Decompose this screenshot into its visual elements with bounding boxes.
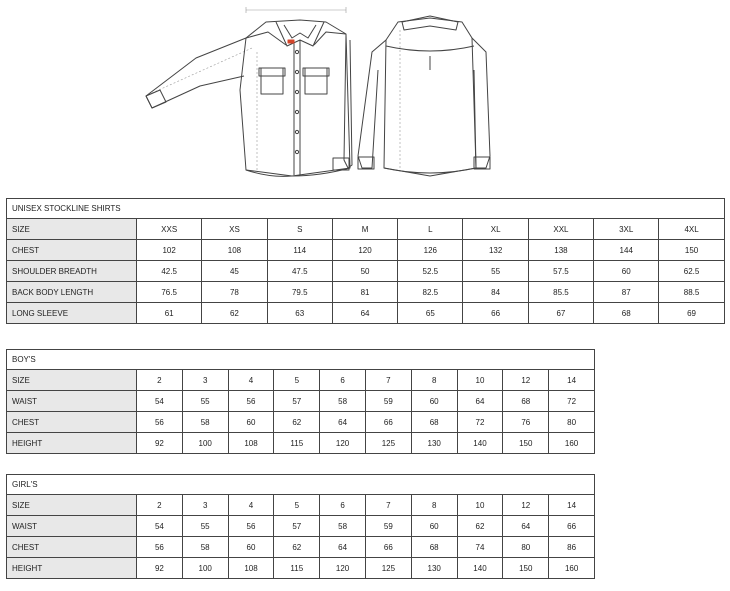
boys-size-table xyxy=(6,349,595,454)
table-cell: 52.5 xyxy=(398,261,463,282)
table-cell: 120 xyxy=(332,240,397,261)
table-row xyxy=(7,282,725,303)
table-cell: 65 xyxy=(398,303,463,324)
table-cell: 69 xyxy=(659,303,724,324)
size-header: XL xyxy=(463,219,528,240)
table-cell: 78 xyxy=(202,282,267,303)
table-row xyxy=(7,261,725,282)
size-header: 8 xyxy=(411,370,457,391)
size-header: 6 xyxy=(320,370,366,391)
table-cell: 74 xyxy=(457,537,503,558)
table-cell: 54 xyxy=(137,391,183,412)
table-cell: 45 xyxy=(202,261,267,282)
size-header: XXL xyxy=(528,219,593,240)
table-title-row xyxy=(7,475,595,495)
table-cell: 130 xyxy=(411,558,457,579)
table-cell: 81 xyxy=(332,282,397,303)
table-cell: 61 xyxy=(137,303,202,324)
row-label: SIZE xyxy=(7,495,137,516)
row-label: HEIGHT xyxy=(7,558,137,579)
table-cell: 57 xyxy=(274,516,320,537)
table-cell: 57 xyxy=(274,391,320,412)
table-cell: 80 xyxy=(549,412,595,433)
table-header-row xyxy=(7,370,595,391)
table-cell: 66 xyxy=(365,537,411,558)
size-header: 7 xyxy=(365,495,411,516)
table-cell: 50 xyxy=(332,261,397,282)
size-header: 5 xyxy=(274,370,320,391)
table-header-row xyxy=(7,219,725,240)
table-row xyxy=(7,303,725,324)
size-header: 4 xyxy=(228,370,274,391)
table-cell: 92 xyxy=(137,558,183,579)
table-cell: 60 xyxy=(594,261,659,282)
table-cell: 56 xyxy=(137,412,183,433)
table-title: BOY'S xyxy=(7,350,595,370)
table-cell: 115 xyxy=(274,558,320,579)
table-title-row xyxy=(7,199,725,219)
table-cell: 60 xyxy=(411,516,457,537)
row-label: WAIST xyxy=(7,516,137,537)
table-title: UNISEX STOCKLINE SHIRTS xyxy=(7,199,725,219)
row-label: LONG SLEEVE xyxy=(7,303,137,324)
size-header: 2 xyxy=(137,495,183,516)
table-cell: 120 xyxy=(320,558,366,579)
table-cell: 62 xyxy=(274,412,320,433)
table-cell: 58 xyxy=(320,516,366,537)
table-cell: 76 xyxy=(503,412,549,433)
size-header: XS xyxy=(202,219,267,240)
table-cell: 115 xyxy=(274,433,320,454)
table-cell: 60 xyxy=(228,537,274,558)
table-cell: 68 xyxy=(594,303,659,324)
table-cell: 150 xyxy=(503,433,549,454)
table-cell: 58 xyxy=(182,412,228,433)
table-cell: 72 xyxy=(457,412,503,433)
shirt-front-outline-icon xyxy=(146,7,352,176)
table-cell: 125 xyxy=(365,433,411,454)
table-cell: 68 xyxy=(411,412,457,433)
row-label: SIZE xyxy=(7,219,137,240)
table-cell: 56 xyxy=(228,516,274,537)
shirt-back-outline-icon xyxy=(358,16,490,176)
table-cell: 150 xyxy=(503,558,549,579)
table-cell: 55 xyxy=(182,516,228,537)
row-label: CHEST xyxy=(7,240,137,261)
size-header: 7 xyxy=(365,370,411,391)
row-label: CHEST xyxy=(7,537,137,558)
table-cell: 72 xyxy=(549,391,595,412)
size-header: L xyxy=(398,219,463,240)
table-cell: 62 xyxy=(457,516,503,537)
table-cell: 64 xyxy=(332,303,397,324)
table-cell: 42.5 xyxy=(137,261,202,282)
table-cell: 55 xyxy=(182,391,228,412)
table-cell: 108 xyxy=(228,433,274,454)
table-cell: 160 xyxy=(549,558,595,579)
table-cell: 86 xyxy=(549,537,595,558)
table-cell: 56 xyxy=(228,391,274,412)
table-cell: 55 xyxy=(463,261,528,282)
table-cell: 62 xyxy=(202,303,267,324)
table-cell: 100 xyxy=(182,558,228,579)
table-cell: 66 xyxy=(365,412,411,433)
table-cell: 76.5 xyxy=(137,282,202,303)
table-row xyxy=(7,391,595,412)
table-cell: 56 xyxy=(137,537,183,558)
table-cell: 140 xyxy=(457,558,503,579)
shirt-illustration xyxy=(0,0,730,190)
row-label: CHEST xyxy=(7,412,137,433)
table-cell: 58 xyxy=(182,537,228,558)
table-cell: 82.5 xyxy=(398,282,463,303)
table-cell: 138 xyxy=(528,240,593,261)
size-header: 10 xyxy=(457,495,503,516)
size-header: M xyxy=(332,219,397,240)
table-row xyxy=(7,537,595,558)
table-cell: 87 xyxy=(594,282,659,303)
table-cell: 114 xyxy=(267,240,332,261)
table-cell: 62 xyxy=(274,537,320,558)
table-cell: 66 xyxy=(463,303,528,324)
table-cell: 62.5 xyxy=(659,261,724,282)
table-cell: 84 xyxy=(463,282,528,303)
size-header: 14 xyxy=(549,495,595,516)
table-cell: 59 xyxy=(365,391,411,412)
table-cell: 92 xyxy=(137,433,183,454)
table-cell: 130 xyxy=(411,433,457,454)
table-row xyxy=(7,433,595,454)
table-cell: 108 xyxy=(228,558,274,579)
table-cell: 47.5 xyxy=(267,261,332,282)
table-row xyxy=(7,558,595,579)
table-cell: 64 xyxy=(320,537,366,558)
table-cell: 150 xyxy=(659,240,724,261)
table-row xyxy=(7,412,595,433)
size-header: 6 xyxy=(320,495,366,516)
table-cell: 85.5 xyxy=(528,282,593,303)
size-header: 5 xyxy=(274,495,320,516)
size-header: 14 xyxy=(549,370,595,391)
table-cell: 100 xyxy=(182,433,228,454)
table-cell: 59 xyxy=(365,516,411,537)
table-cell: 144 xyxy=(594,240,659,261)
table-row xyxy=(7,240,725,261)
table-cell: 64 xyxy=(503,516,549,537)
table-cell: 68 xyxy=(411,537,457,558)
table-row xyxy=(7,516,595,537)
table-cell: 68 xyxy=(503,391,549,412)
table-cell: 88.5 xyxy=(659,282,724,303)
row-label: HEIGHT xyxy=(7,433,137,454)
table-cell: 125 xyxy=(365,558,411,579)
row-label: WAIST xyxy=(7,391,137,412)
table-title: GIRL'S xyxy=(7,475,595,495)
table-cell: 54 xyxy=(137,516,183,537)
table-cell: 66 xyxy=(549,516,595,537)
size-header: 3XL xyxy=(594,219,659,240)
size-header: 10 xyxy=(457,370,503,391)
table-cell: 132 xyxy=(463,240,528,261)
table-cell: 126 xyxy=(398,240,463,261)
table-cell: 102 xyxy=(137,240,202,261)
table-header-row xyxy=(7,495,595,516)
size-header: 4 xyxy=(228,495,274,516)
table-cell: 58 xyxy=(320,391,366,412)
table-cell: 160 xyxy=(549,433,595,454)
table-cell: 60 xyxy=(228,412,274,433)
table-cell: 57.5 xyxy=(528,261,593,282)
unisex-size-table xyxy=(6,198,725,324)
size-header: XXS xyxy=(137,219,202,240)
size-header: 2 xyxy=(137,370,183,391)
size-header: 8 xyxy=(411,495,457,516)
table-cell: 80 xyxy=(503,537,549,558)
girls-size-table xyxy=(6,474,595,579)
size-header: 12 xyxy=(503,370,549,391)
table-title-row xyxy=(7,350,595,370)
table-cell: 60 xyxy=(411,391,457,412)
table-cell: 120 xyxy=(320,433,366,454)
size-header: 3 xyxy=(182,495,228,516)
size-header: 4XL xyxy=(659,219,724,240)
size-header: 3 xyxy=(182,370,228,391)
table-cell: 63 xyxy=(267,303,332,324)
table-cell: 108 xyxy=(202,240,267,261)
table-cell: 67 xyxy=(528,303,593,324)
size-header: S xyxy=(267,219,332,240)
row-label: SHOULDER BREADTH xyxy=(7,261,137,282)
table-cell: 64 xyxy=(320,412,366,433)
table-cell: 64 xyxy=(457,391,503,412)
table-cell: 140 xyxy=(457,433,503,454)
size-header: 12 xyxy=(503,495,549,516)
row-label: SIZE xyxy=(7,370,137,391)
row-label: BACK BODY LENGTH xyxy=(7,282,137,303)
table-cell: 79.5 xyxy=(267,282,332,303)
